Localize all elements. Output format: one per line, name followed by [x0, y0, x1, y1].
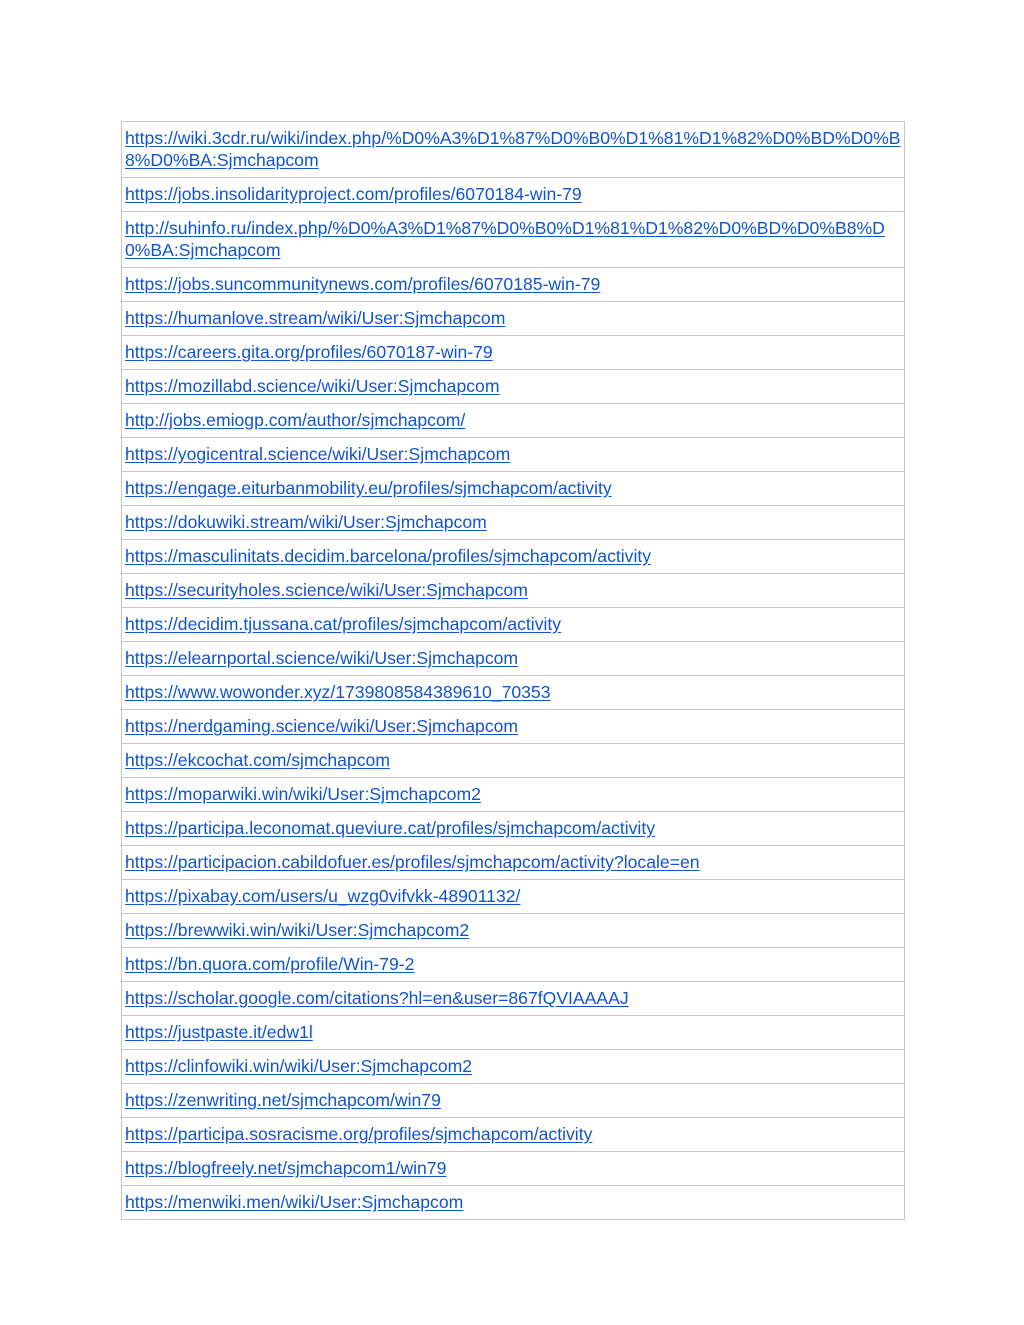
- table-row: [122, 880, 905, 914]
- table-row: [122, 1084, 905, 1118]
- table-row: [122, 744, 905, 778]
- table-cell: [122, 404, 905, 438]
- table-row: [122, 336, 905, 370]
- table-cell: [122, 438, 905, 472]
- link[interactable]: https://mozillabd.science/wiki/User:Sjmchapcom: [125, 376, 500, 396]
- table-row: [122, 1186, 905, 1220]
- table-row: [122, 846, 905, 880]
- link[interactable]: https://www.wowonder.xyz/1739808584389610_70353: [125, 682, 551, 702]
- link[interactable]: https://ekcochat.com/sjmchapcom: [125, 750, 390, 770]
- table-cell: [122, 1084, 905, 1118]
- table-row: [122, 914, 905, 948]
- table-cell: [122, 268, 905, 302]
- table-cell: [122, 914, 905, 948]
- table-row: [122, 438, 905, 472]
- table-cell: [122, 1152, 905, 1186]
- table-cell: [122, 642, 905, 676]
- link[interactable]: https://justpaste.it/edw1l: [125, 1022, 313, 1042]
- table-cell: [122, 1118, 905, 1152]
- table-row: [122, 1118, 905, 1152]
- table-row: [122, 302, 905, 336]
- table-cell: [122, 948, 905, 982]
- table-row: [122, 948, 905, 982]
- table-row: [122, 778, 905, 812]
- link[interactable]: https://masculinitats.decidim.barcelona/profiles/sjmchapcom/activity: [125, 546, 652, 566]
- table-row: [122, 472, 905, 506]
- table-row: [122, 1016, 905, 1050]
- link[interactable]: http://suhinfo.ru/index.php/%D0%A3%D1%87%D0%B0%D1%81%D1%82%D0%BD%D0%B8%D0%BA:Sjmchapcom: [125, 218, 885, 260]
- table-cell: [122, 744, 905, 778]
- link[interactable]: https://nerdgaming.science/wiki/User:Sjmchapcom: [125, 716, 519, 736]
- table-row: [122, 506, 905, 540]
- link[interactable]: https://decidim.tjussana.cat/profiles/sjmchapcom/activity: [125, 614, 562, 634]
- link[interactable]: https://jobs.suncommunitynews.com/profiles/6070185-win-79: [125, 274, 601, 294]
- table-row: [122, 404, 905, 438]
- table-cell: [122, 212, 905, 268]
- table-cell: [122, 1050, 905, 1084]
- table-row: [122, 812, 905, 846]
- table-cell: [122, 574, 905, 608]
- table-row: [122, 268, 905, 302]
- link[interactable]: https://moparwiki.win/wiki/User:Sjmchapcom2: [125, 784, 481, 804]
- link[interactable]: https://participacion.cabildofuer.es/profiles/sjmchapcom/activity?locale=en: [125, 852, 700, 872]
- link[interactable]: https://careers.gita.org/profiles/6070187-win-79: [125, 342, 493, 362]
- link[interactable]: http://jobs.emiogp.com/author/sjmchapcom/: [125, 410, 466, 430]
- table-row: [122, 710, 905, 744]
- table-cell: [122, 540, 905, 574]
- table-cell: [122, 778, 905, 812]
- link[interactable]: https://brewwiki.win/wiki/User:Sjmchapcom2: [125, 920, 470, 940]
- document-page: [121, 121, 905, 1220]
- link[interactable]: https://zenwriting.net/sjmchapcom/win79: [125, 1090, 441, 1110]
- link[interactable]: https://menwiki.men/wiki/User:Sjmchapcom: [125, 1192, 464, 1212]
- link[interactable]: https://jobs.insolidarityproject.com/profiles/6070184-win-79: [125, 184, 582, 204]
- table-cell: [122, 846, 905, 880]
- table-row: [122, 676, 905, 710]
- table-cell: [122, 336, 905, 370]
- link[interactable]: https://participa.leconomat.queviure.cat/profiles/sjmchapcom/activity: [125, 818, 656, 838]
- link[interactable]: https://humanlove.stream/wiki/User:Sjmchapcom: [125, 308, 506, 328]
- table-cell: [122, 1016, 905, 1050]
- table-row: [122, 370, 905, 404]
- table-cell: [122, 982, 905, 1016]
- link[interactable]: https://yogicentral.science/wiki/User:Sjmchapcom: [125, 444, 511, 464]
- link[interactable]: https://blogfreely.net/sjmchapcom1/win79: [125, 1158, 447, 1178]
- table-row: [122, 608, 905, 642]
- link-table-body: [122, 122, 905, 1220]
- link[interactable]: https://bn.quora.com/profile/Win-79-2: [125, 954, 415, 974]
- link[interactable]: https://wiki.3cdr.ru/wiki/index.php/%D0%A3%D1%87%D0%B0%D1%81%D1%82%D0%BD%D0%B8%D0%BA:Sjmchapcom: [125, 128, 901, 170]
- table-row: [122, 574, 905, 608]
- link[interactable]: https://securityholes.science/wiki/User:Sjmchapcom: [125, 580, 528, 600]
- link[interactable]: https://dokuwiki.stream/wiki/User:Sjmchapcom: [125, 512, 487, 532]
- table-cell: [122, 608, 905, 642]
- table-cell: [122, 370, 905, 404]
- table-row: [122, 212, 905, 268]
- link-table: [121, 121, 905, 1220]
- link[interactable]: https://elearnportal.science/wiki/User:Sjmchapcom: [125, 648, 519, 668]
- table-row: [122, 642, 905, 676]
- table-row: [122, 982, 905, 1016]
- table-cell: [122, 880, 905, 914]
- table-cell: [122, 122, 905, 178]
- table-row: [122, 540, 905, 574]
- table-cell: [122, 676, 905, 710]
- link[interactable]: https://engage.eiturbanmobility.eu/profiles/sjmchapcom/activity: [125, 478, 612, 498]
- table-cell: [122, 506, 905, 540]
- table-row: [122, 178, 905, 212]
- table-row: [122, 1050, 905, 1084]
- link[interactable]: https://participa.sosracisme.org/profiles/sjmchapcom/activity: [125, 1124, 593, 1144]
- link[interactable]: https://scholar.google.com/citations?hl=en&user=867fQVIAAAAJ: [125, 988, 629, 1008]
- table-cell: [122, 178, 905, 212]
- table-row: [122, 122, 905, 178]
- table-cell: [122, 302, 905, 336]
- link[interactable]: https://clinfowiki.win/wiki/User:Sjmchapcom2: [125, 1056, 473, 1076]
- table-row: [122, 1152, 905, 1186]
- table-cell: [122, 710, 905, 744]
- table-cell: [122, 1186, 905, 1220]
- link[interactable]: https://pixabay.com/users/u_wzg0vifvkk-48901132/: [125, 886, 521, 906]
- table-cell: [122, 812, 905, 846]
- table-cell: [122, 472, 905, 506]
